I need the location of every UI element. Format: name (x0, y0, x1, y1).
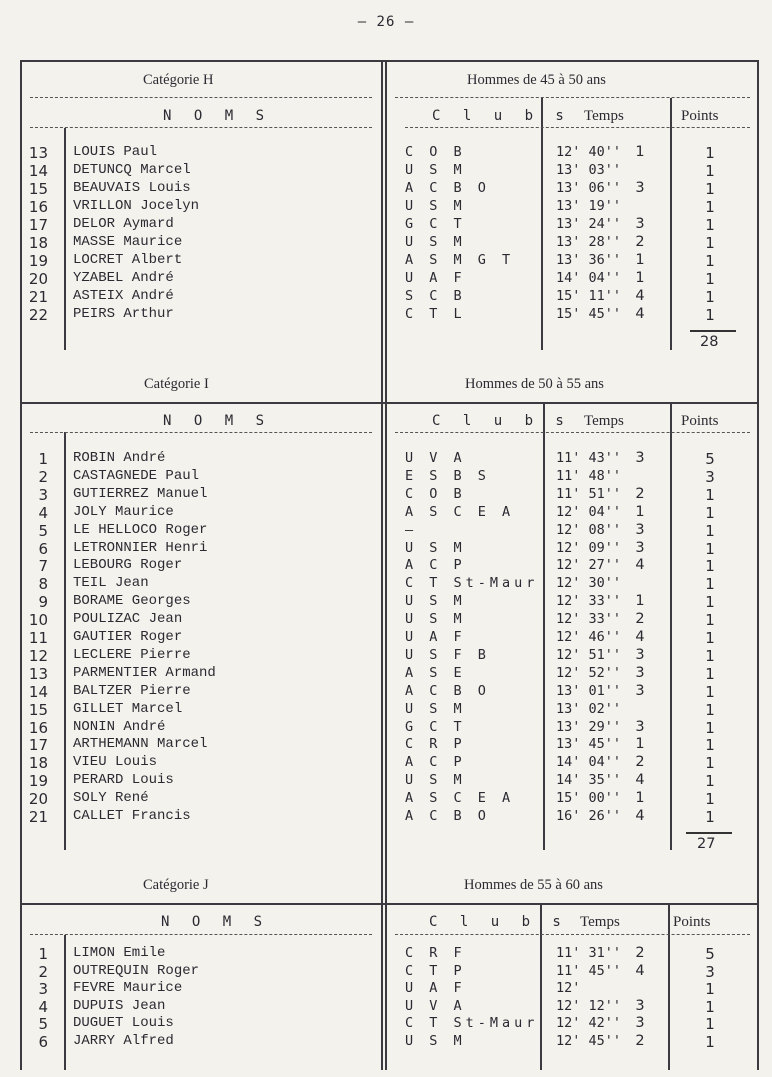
table-row (0, 593, 772, 611)
competitor-name: ASTEIX André (73, 288, 174, 304)
row-number: 16 (28, 718, 48, 737)
clubs-header: C l u b s (432, 413, 571, 429)
club-code: U S M (405, 234, 466, 250)
row-number: 13 (28, 144, 48, 162)
table-row (0, 998, 772, 1016)
row-number: 4 (38, 503, 48, 522)
finish-time: 12' 12'' (556, 997, 622, 1014)
club-code: A C P (405, 754, 466, 771)
points-value: 1 (705, 306, 715, 324)
table-row (0, 629, 772, 647)
finish-time: 15' 00'' (556, 790, 622, 807)
finish-time: 13' 29'' (556, 718, 622, 735)
header-rule (405, 127, 750, 129)
competitor-name: BALTZER Pierre (73, 682, 191, 699)
finish-time: 13' 28'' (556, 234, 622, 250)
table-row (0, 252, 772, 270)
table-row (0, 980, 772, 998)
row-number: 2 (38, 467, 48, 486)
table-row (0, 180, 772, 198)
club-code: U S M (405, 1033, 466, 1049)
rank-mark: 2 (635, 611, 645, 628)
rank-mark: 3 (635, 521, 645, 538)
rank-mark: 4 (635, 962, 645, 979)
finish-time: 12' (556, 980, 581, 997)
points-header: Points (681, 108, 719, 124)
finish-time: 12' 33'' (556, 593, 622, 610)
competitor-name: CASTAGNEDE Paul (73, 467, 200, 484)
rank-mark: 1 (635, 736, 645, 753)
points-value: 1 (705, 1033, 715, 1051)
row-number: 17 (28, 216, 48, 234)
table-row (0, 288, 772, 306)
competitor-name: SOLY René (73, 790, 149, 807)
table-row (0, 701, 772, 719)
finish-time: 14' 04'' (556, 270, 622, 286)
age-range-title: Hommes de 50 à 55 ans (465, 376, 604, 392)
row-number: 2 (38, 962, 48, 981)
rank-mark: 2 (635, 485, 645, 502)
table-row (0, 270, 772, 288)
table-row (0, 772, 772, 790)
competitor-name: VRILLON Jocelyn (73, 198, 200, 214)
table-row (0, 683, 772, 701)
points-value: 1 (705, 162, 715, 180)
finish-time: 15' 45'' (556, 306, 622, 322)
points-value: 1 (705, 198, 715, 216)
competitor-name: NONIN André (73, 718, 166, 735)
category-title: Catégorie H (143, 72, 214, 88)
club-code: A C B O (405, 682, 490, 699)
header-rule (395, 934, 750, 936)
competitor-name: DUGUET Louis (73, 1015, 174, 1032)
club-code: U S M (405, 162, 466, 178)
competitor-name: LETRONNIER Henri (73, 539, 208, 556)
header-rule (30, 432, 372, 434)
points-value: 5 (705, 945, 715, 963)
finish-time: 14' 35'' (556, 772, 622, 789)
club-code: E S B S (405, 467, 490, 484)
age-range-title: Hommes de 55 à 60 ans (464, 877, 603, 893)
club-code: A C B O (405, 808, 490, 824)
competitor-name: JOLY Maurice (73, 503, 174, 520)
rank-mark: 1 (635, 790, 645, 807)
rank-mark: 4 (635, 808, 645, 824)
points-value: 3 (705, 467, 715, 486)
rank-mark: 4 (635, 772, 645, 789)
club-code: C T P (405, 962, 466, 979)
table-row (0, 1033, 772, 1051)
rank-mark: 3 (635, 718, 645, 735)
club-code: C R P (405, 736, 466, 753)
club-code: A C P (405, 557, 466, 574)
table-row (0, 450, 772, 468)
row-number: 15 (28, 180, 48, 198)
row-number: 3 (38, 980, 48, 999)
club-code: U S M (405, 611, 466, 628)
table-row (0, 306, 772, 324)
competitor-name: LOCRET Albert (73, 252, 183, 268)
row-number: 20 (28, 270, 48, 288)
club-code: U A F (405, 270, 466, 286)
rank-mark: 3 (635, 450, 645, 466)
noms-header: N O M S (163, 108, 272, 124)
points-value: 1 (705, 629, 715, 647)
finish-time: 12' 46'' (556, 629, 622, 645)
rank-mark: 3 (635, 180, 645, 196)
row-number: 17 (28, 736, 48, 755)
rank-mark: 3 (635, 1015, 645, 1032)
points-value: 3 (705, 962, 715, 981)
total-rule (686, 832, 732, 834)
rank-mark: 1 (635, 270, 645, 286)
row-number: 12 (28, 646, 48, 665)
row-number: 15 (28, 700, 48, 719)
competitor-name: GUTIERREZ Manuel (73, 485, 208, 502)
competitor-name: FEVRE Maurice (73, 980, 183, 997)
row-number: 14 (28, 162, 48, 180)
table-row (0, 945, 772, 963)
club-code: U A F (405, 629, 466, 645)
points-value: 1 (705, 144, 715, 162)
competitor-name: GILLET Marcel (73, 700, 183, 717)
finish-time: 15' 11'' (556, 288, 622, 304)
table-row (0, 719, 772, 737)
finish-time: 11' 43'' (556, 450, 622, 466)
table-row (0, 611, 772, 629)
header-rule (30, 97, 372, 99)
points-value: 1 (705, 718, 715, 737)
finish-time: 11' 31'' (556, 945, 622, 961)
table-row (0, 754, 772, 772)
points-value: 1 (705, 180, 715, 198)
section-border (20, 903, 758, 905)
rank-mark: 4 (635, 557, 645, 574)
row-number: 6 (38, 539, 48, 558)
rank-mark: 3 (635, 216, 645, 232)
finish-time: 13' 02'' (556, 700, 622, 717)
table-row (0, 963, 772, 981)
row-number: 13 (28, 664, 48, 683)
rank-mark: 1 (635, 252, 645, 268)
table-row (0, 575, 772, 593)
row-number: 21 (28, 288, 48, 306)
row-number: 4 (38, 997, 48, 1016)
rank-mark: 3 (635, 664, 645, 681)
rank-mark: 2 (635, 234, 645, 250)
row-number: 8 (38, 575, 48, 594)
finish-time: 13' 01'' (556, 682, 622, 699)
points-value: 1 (705, 539, 715, 558)
finish-time: 12' 51'' (556, 646, 622, 663)
noms-header: N O M S (161, 914, 270, 930)
points-value: 1 (705, 288, 715, 306)
rank-mark: 1 (635, 144, 645, 160)
competitor-name: DELOR Aymard (73, 216, 174, 232)
club-code: U S M (405, 772, 466, 789)
rank-mark: 4 (635, 306, 645, 322)
club-code: U S F B (405, 646, 490, 663)
competitor-name: ARTHEMANN Marcel (73, 736, 208, 753)
club-code: A S M G T (405, 252, 515, 268)
competitor-name: VIEU Louis (73, 754, 158, 771)
row-number: 20 (28, 790, 48, 809)
club-code: G C T (405, 718, 466, 735)
row-number: 14 (28, 682, 48, 701)
table-row (0, 216, 772, 234)
rank-mark: 4 (635, 629, 645, 645)
finish-time: 11' 48'' (556, 467, 622, 484)
row-number: 5 (38, 1015, 48, 1034)
header-rule (30, 934, 372, 936)
finish-time: 13' 45'' (556, 736, 622, 753)
competitor-name: LECLERE Pierre (73, 646, 191, 663)
club-code: C T L (405, 306, 466, 322)
competitor-name: PARMENTIER Armand (73, 664, 216, 681)
header-rule (395, 432, 750, 434)
rank-mark: 2 (635, 754, 645, 771)
points-value: 1 (705, 216, 715, 234)
club-code: S C B (405, 288, 466, 304)
table-row (0, 234, 772, 252)
finish-time: 12' 45'' (556, 1033, 622, 1049)
club-code: C T St-Maur (405, 1015, 539, 1032)
club-code: U V A (405, 450, 466, 466)
table-row (0, 808, 772, 826)
temps-header: Temps (580, 914, 620, 930)
competitor-name: MASSE Maurice (73, 234, 183, 250)
table-row (0, 736, 772, 754)
table-row (0, 486, 772, 504)
finish-time: 14' 04'' (556, 754, 622, 771)
club-code: A C B O (405, 180, 490, 196)
finish-time: 12' 08'' (556, 521, 622, 538)
competitor-name: ROBIN André (73, 450, 166, 466)
table-row (0, 790, 772, 808)
competitor-name: PERARD Louis (73, 772, 174, 789)
table-row (0, 540, 772, 558)
points-value: 1 (705, 980, 715, 999)
top-border (20, 60, 758, 62)
competitor-name: LOUIS Paul (73, 144, 158, 160)
competitor-name: DUPUIS Jean (73, 997, 166, 1014)
club-code: U A F (405, 980, 466, 997)
table-row (0, 522, 772, 540)
row-number: 19 (28, 772, 48, 791)
competitor-name: BEAUVAIS Louis (73, 180, 191, 196)
temps-header: Temps (584, 108, 624, 124)
row-number: 3 (38, 485, 48, 504)
table-row (0, 504, 772, 522)
temps-header: Temps (584, 413, 624, 429)
clubs-header: C l u b s (432, 108, 571, 124)
points-value: 1 (705, 252, 715, 270)
competitor-name: LEBOURG Roger (73, 557, 183, 574)
points-value: 1 (705, 503, 715, 522)
points-value: 1 (705, 234, 715, 252)
finish-time: 16' 26'' (556, 808, 622, 824)
header-rule (30, 127, 372, 129)
finish-time: 12' 52'' (556, 664, 622, 681)
row-number: 16 (28, 198, 48, 216)
points-value: 1 (705, 808, 715, 826)
club-code: A S C E A (405, 790, 515, 807)
finish-time: 13' 36'' (556, 252, 622, 268)
points-value: 1 (705, 790, 715, 809)
row-number: 18 (28, 234, 48, 252)
club-code: G C T (405, 216, 466, 232)
points-value: 1 (705, 682, 715, 701)
row-number: 7 (38, 557, 48, 576)
finish-time: 12' 09'' (556, 539, 622, 556)
club-code: A S C E A (405, 503, 515, 520)
competitor-name: PEIRS Arthur (73, 306, 174, 322)
header-rule (395, 97, 750, 99)
club-code: U V A (405, 997, 466, 1014)
points-value: 1 (705, 557, 715, 576)
club-code: C T St-Maur (405, 575, 539, 592)
rank-mark: 1 (635, 593, 645, 610)
points-value: 1 (705, 646, 715, 665)
table-row (0, 1015, 772, 1033)
club-code: C R F (405, 945, 466, 961)
finish-time: 13' 03'' (556, 162, 622, 178)
competitor-name: GAUTIER Roger (73, 629, 183, 645)
rank-mark: 1 (635, 503, 645, 520)
table-row (0, 647, 772, 665)
finish-time: 12' 04'' (556, 503, 622, 520)
points-value: 1 (705, 593, 715, 612)
category-title: Catégorie J (143, 877, 209, 893)
competitor-name: DETUNCQ Marcel (73, 162, 191, 178)
points-value: 1 (705, 772, 715, 791)
section-border (20, 402, 758, 404)
competitor-name: POULIZAC Jean (73, 611, 183, 628)
finish-time: 13' 06'' (556, 180, 622, 196)
rank-mark: 3 (635, 646, 645, 663)
category-title: Catégorie I (144, 376, 209, 392)
table-row (0, 144, 772, 162)
club-code: C O B (405, 144, 466, 160)
noms-header: N O M S (163, 413, 272, 429)
total-rule (690, 330, 736, 332)
table-row (0, 557, 772, 575)
finish-time: 12' 40'' (556, 144, 622, 160)
club-code: U S M (405, 539, 466, 556)
rank-mark: 3 (635, 682, 645, 699)
points-value: 1 (705, 575, 715, 594)
competitor-name: TEIL Jean (73, 575, 149, 592)
points-value: 1 (705, 736, 715, 755)
rank-mark: 3 (635, 997, 645, 1014)
row-number: 6 (38, 1033, 48, 1051)
club-code: U S M (405, 700, 466, 717)
page-number: — 26 — (357, 14, 415, 30)
row-number: 11 (28, 629, 48, 647)
points-total: 28 (700, 334, 719, 350)
row-number: 1 (38, 945, 48, 963)
club-code: U S M (405, 198, 466, 214)
club-code: U S M (405, 593, 466, 610)
competitor-name: OUTREQUIN Roger (73, 962, 200, 979)
points-header: Points (681, 413, 719, 429)
club-code: – (405, 521, 418, 538)
clubs-header: C l u b s (429, 914, 568, 930)
row-number: 9 (38, 593, 48, 612)
row-number: 10 (28, 611, 48, 630)
competitor-name: LIMON Emile (73, 945, 166, 961)
rank-mark: 4 (635, 288, 645, 304)
club-code: C O B (405, 485, 466, 502)
row-number: 1 (38, 450, 48, 468)
row-number: 22 (28, 306, 48, 324)
competitor-name: LE HELLOCO Roger (73, 521, 208, 538)
rank-mark: 2 (635, 945, 645, 961)
row-number: 18 (28, 754, 48, 773)
points-total: 27 (697, 836, 716, 852)
points-value: 5 (705, 450, 715, 468)
competitor-name: YZABEL André (73, 270, 174, 286)
row-number: 21 (28, 808, 48, 826)
age-range-title: Hommes de 45 à 50 ans (467, 72, 606, 88)
table-row (0, 665, 772, 683)
rank-mark: 2 (635, 1033, 645, 1049)
row-number: 5 (38, 521, 48, 540)
finish-time: 12' 27'' (556, 557, 622, 574)
row-number: 19 (28, 252, 48, 270)
rank-mark: 3 (635, 539, 645, 556)
points-value: 1 (705, 611, 715, 630)
points-value: 1 (705, 1015, 715, 1034)
points-value: 1 (705, 664, 715, 683)
points-value: 1 (705, 997, 715, 1016)
competitor-name: CALLET Francis (73, 808, 191, 824)
finish-time: 12' 30'' (556, 575, 622, 592)
finish-time: 11' 45'' (556, 962, 622, 979)
competitor-name: BORAME Georges (73, 593, 191, 610)
table-row (0, 162, 772, 180)
points-value: 1 (705, 521, 715, 540)
points-value: 1 (705, 700, 715, 719)
points-value: 1 (705, 485, 715, 504)
table-row (0, 198, 772, 216)
finish-time: 11' 51'' (556, 485, 622, 502)
finish-time: 13' 24'' (556, 216, 622, 232)
finish-time: 12' 42'' (556, 1015, 622, 1032)
points-header: Points (673, 914, 711, 930)
club-code: A S E (405, 664, 466, 681)
competitor-name: JARRY Alfred (73, 1033, 174, 1049)
finish-time: 13' 19'' (556, 198, 622, 214)
table-row (0, 468, 772, 486)
points-value: 1 (705, 270, 715, 288)
finish-time: 12' 33'' (556, 611, 622, 628)
points-value: 1 (705, 754, 715, 773)
